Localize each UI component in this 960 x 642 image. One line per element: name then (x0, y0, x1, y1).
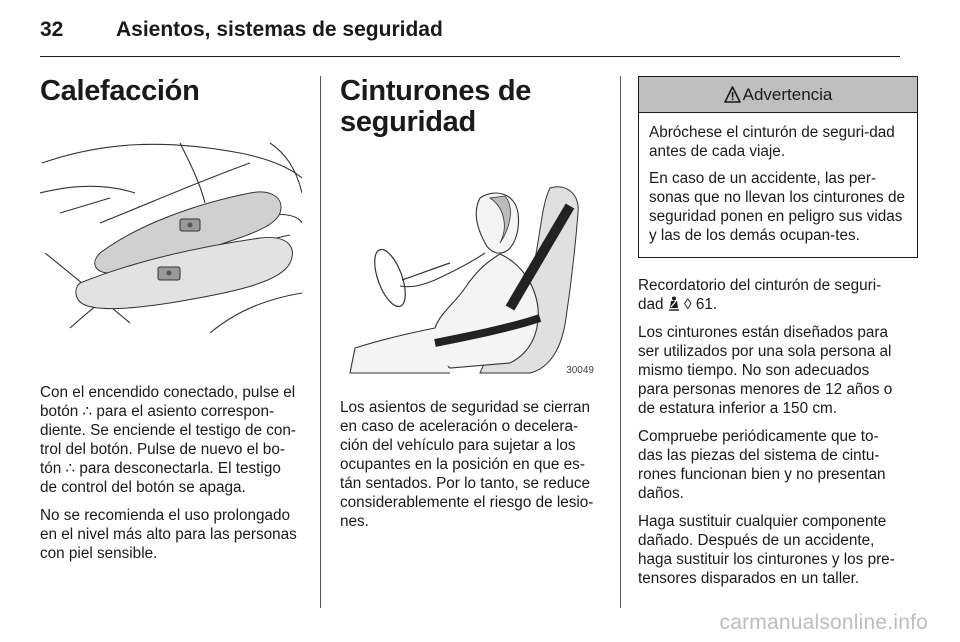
center-console-illustration (40, 123, 302, 335)
right-paragraph-3: Haga sustituir cualquier componente dañado. Después de un accidente, haga sustituir los cinturones y los pre-tensores disparados en un taller. (638, 513, 895, 587)
warning-triangle-icon (724, 86, 741, 103)
warning-paragraph-1: Abróchese el cinturón de seguri-dad antes de cada viaje. (649, 124, 895, 160)
warning-body (639, 113, 917, 257)
seat-heating-icon: ∴ (65, 460, 76, 477)
column-divider-2 (620, 76, 621, 608)
page-header (40, 18, 900, 58)
heating-paragraph-2: No se recomienda el uso prolongado en el nivel más alto para las personas con piel sensible. (40, 507, 297, 562)
section-title: Asientos, sistemas de seguridad (116, 18, 443, 41)
column-seatbelts (340, 72, 604, 540)
seatbelt-reminder-icon (668, 296, 680, 311)
figure-number: 30049 (566, 365, 594, 376)
column-divider-1 (320, 76, 321, 608)
heating-heading: Calefacción (40, 75, 200, 107)
watermark: carmanualsonline.info (719, 611, 928, 634)
seatbelts-heading (340, 76, 604, 138)
seatbelts-paragraph: Los asientos de seguridad se cierran en caso de aceleración o decelera-ción del vehículo para sujetar a los ocupantes en la posición en que es-tán sentados. Por lo tanto, se reduce considerablemente el riesgo de lesio-nes. (340, 399, 594, 530)
heating-paragraph-1 (40, 383, 302, 497)
warning-box (638, 76, 918, 258)
seat-heating-figure (40, 123, 302, 335)
page-number: 32 (40, 18, 64, 41)
reminder-page-link[interactable]: 61. (695, 296, 718, 313)
column-warning (638, 76, 905, 597)
seatbelt-figure (340, 168, 602, 380)
heating-text-a: Con el encendido conectado, pulse el botón (40, 384, 296, 420)
heating-text-b: para el asiento correspon-diente. Se enciende el testigo de con-trol del botón. Pulse de nuevo el bo-tón (40, 403, 296, 477)
reminder-text: Recordatorio del cinturón de seguri-dad (638, 277, 882, 313)
header-rule (40, 56, 900, 57)
right-paragraph-1: Los cinturones están diseñados para ser utilizados por una sola persona al mismo tiempo. No son adecuados para personas menores de 12 años o de estatura inferior a 150 cm. (638, 324, 893, 417)
page-reference-icon: ◊ (684, 296, 692, 313)
heating-text-c: para desconectarla. El testigo de control del botón se apaga. (40, 460, 281, 496)
seat-heating-icon: ∴ (82, 403, 93, 420)
column-heating (40, 72, 302, 572)
right-paragraph-2: Compruebe periódicamente que to-das las piezas del sistema de cintu-rones funcionan bien y no presentan daños. (638, 428, 886, 502)
seatbelts-heading-line1: Cinturones de (340, 75, 532, 107)
warning-title: Advertencia (742, 84, 833, 104)
driver-seatbelt-illustration (340, 168, 602, 380)
warning-header (639, 77, 917, 113)
reminder-paragraph (638, 276, 900, 314)
warning-paragraph-2: En caso de un accidente, las per-sonas que no llevan los cinturones de seguridad ponen en peligro sus vidas y las de los demás ocupan-tes. (649, 170, 905, 244)
seatbelts-heading-line2: seguridad (340, 106, 476, 138)
